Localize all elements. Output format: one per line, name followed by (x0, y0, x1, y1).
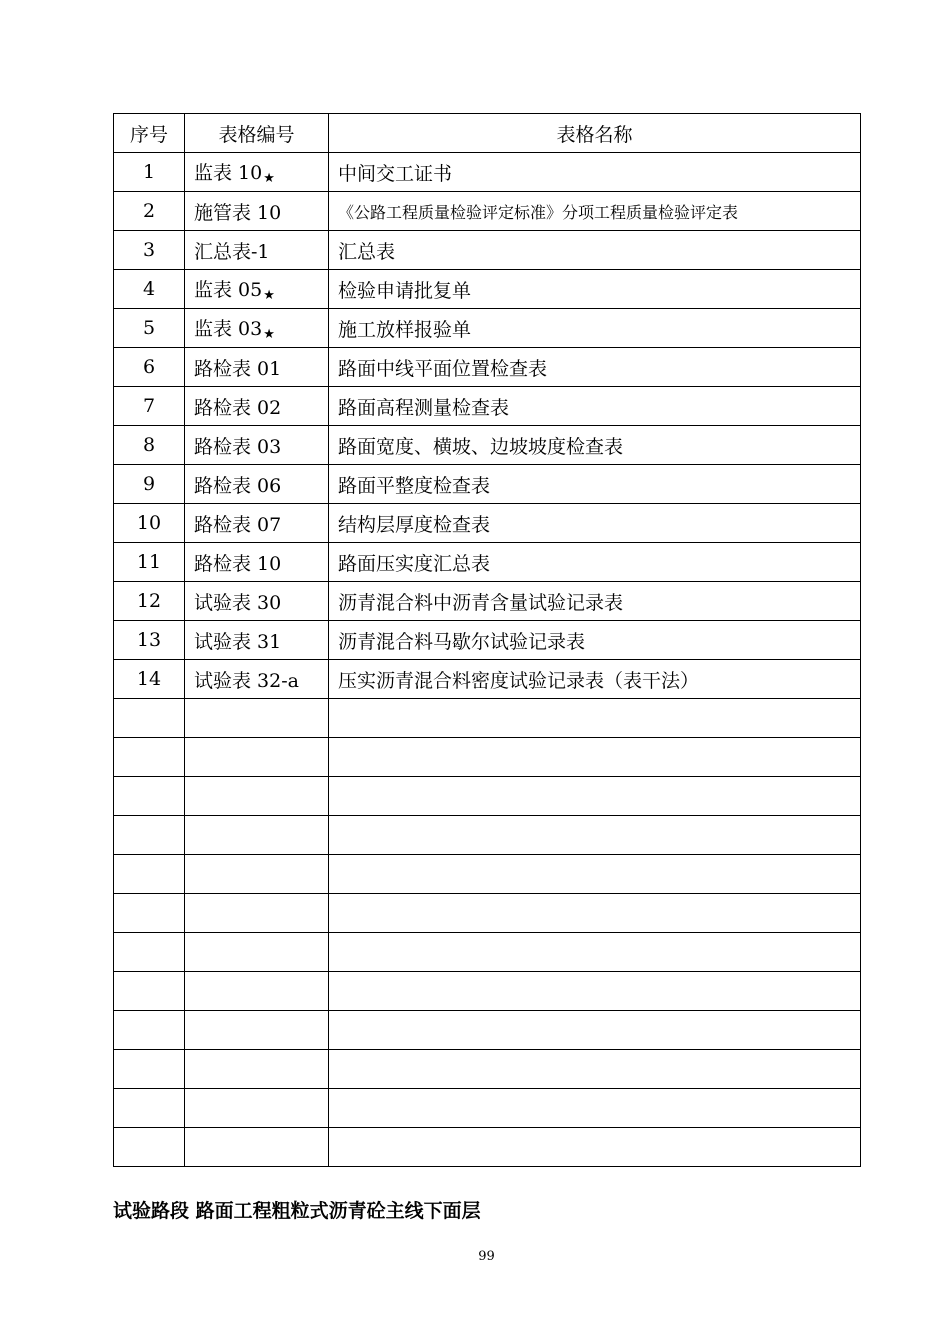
cell-serial-number: 7 (114, 387, 185, 426)
cell-form-name (329, 1128, 861, 1167)
cell-form-code (185, 504, 329, 543)
table-row (114, 621, 861, 660)
cell-form-code (185, 894, 329, 933)
cell-serial-number (114, 777, 185, 816)
table-row (114, 1011, 861, 1050)
cell-form-name (329, 738, 861, 777)
cell-serial-number (114, 894, 185, 933)
cell-form-code (185, 816, 329, 855)
table-row (114, 660, 861, 699)
table-row (114, 231, 861, 270)
cell-form-name: 《公路工程质量检验评定标准》分项工程质量检验评定表 (329, 192, 861, 231)
table-row (114, 582, 861, 621)
table-row (114, 1050, 861, 1089)
cell-serial-number (114, 972, 185, 1011)
cell-serial-number: 11 (114, 543, 185, 582)
cell-form-name: 结构层厚度检查表 (329, 504, 861, 543)
cell-form-name (329, 1011, 861, 1050)
page-number: 99 (478, 1249, 495, 1264)
cell-form-name (329, 855, 861, 894)
cell-serial-number (114, 816, 185, 855)
cell-serial-number (114, 1089, 185, 1128)
table-row (114, 348, 861, 387)
form-code-text: 路检表 10 (194, 552, 282, 575)
cell-form-code (185, 582, 329, 621)
form-code-text: 试验表 30 (194, 591, 282, 614)
table-row (114, 699, 861, 738)
cell-form-name: 检验申请批复单 (329, 270, 861, 309)
table-row (114, 426, 861, 465)
form-code-text: 监表 03 (194, 318, 263, 340)
table-header-row (114, 114, 861, 153)
cell-form-name (329, 894, 861, 933)
cell-form-code (185, 348, 329, 387)
cell-serial-number: 8 (114, 426, 185, 465)
cell-form-code (185, 543, 329, 582)
cell-form-code (185, 699, 329, 738)
form-code-text: 试验表 31 (194, 630, 282, 653)
form-index-table (113, 113, 861, 1167)
cell-form-name: 中间交工证书 (329, 153, 861, 192)
cell-form-code (185, 1050, 329, 1089)
cell-serial-number (114, 699, 185, 738)
table-row (114, 387, 861, 426)
cell-form-code (185, 933, 329, 972)
cell-form-name: 施工放样报验单 (329, 309, 861, 348)
table-row (114, 933, 861, 972)
header-form-name: 表格名称 (329, 114, 861, 153)
cell-form-name: 路面高程测量检查表 (329, 387, 861, 426)
cell-serial-number (114, 933, 185, 972)
form-code-text: 路检表 07 (194, 513, 282, 536)
form-code-text: 路检表 02 (194, 396, 282, 419)
cell-form-code (185, 153, 329, 192)
cell-serial-number: 14 (114, 660, 185, 699)
cell-form-code (185, 621, 329, 660)
cell-serial-number: 13 (114, 621, 185, 660)
cell-serial-number: 9 (114, 465, 185, 504)
cell-form-code (185, 1011, 329, 1050)
cell-form-name: 沥青混合料马歇尔试验记录表 (329, 621, 861, 660)
cell-form-name: 汇总表 (329, 231, 861, 270)
table-row (114, 465, 861, 504)
cell-serial-number: 1 (114, 153, 185, 192)
table-row (114, 504, 861, 543)
cell-form-code (185, 738, 329, 777)
table-row (114, 1128, 861, 1167)
cell-form-code (185, 465, 329, 504)
table-row (114, 270, 861, 309)
cell-serial-number (114, 1011, 185, 1050)
cell-form-name: 路面压实度汇总表 (329, 543, 861, 582)
cell-serial-number: 12 (114, 582, 185, 621)
form-code-text: 路检表 03 (194, 435, 282, 458)
cell-serial-number (114, 855, 185, 894)
star-icon: ★ (263, 171, 275, 186)
cell-form-name: 路面中线平面位置检查表 (329, 348, 861, 387)
form-code-text: 路检表 01 (194, 357, 282, 380)
form-code-text: 施管表 10 (194, 201, 282, 224)
cell-form-code (185, 660, 329, 699)
table-row (114, 543, 861, 582)
cell-form-name (329, 972, 861, 1011)
cell-form-code (185, 1089, 329, 1128)
cell-serial-number: 2 (114, 192, 185, 231)
cell-form-code (185, 231, 329, 270)
table-row (114, 777, 861, 816)
table-row (114, 855, 861, 894)
form-code-text: 监表 05 (194, 279, 263, 301)
cell-form-code (185, 192, 329, 231)
table-row (114, 816, 861, 855)
cell-form-code (185, 387, 329, 426)
cell-form-code (185, 972, 329, 1011)
cell-form-name (329, 699, 861, 738)
form-code-text: 汇总表-1 (194, 240, 270, 263)
cell-serial-number (114, 1050, 185, 1089)
cell-form-code (185, 1128, 329, 1167)
cell-form-name (329, 1089, 861, 1128)
cell-form-name (329, 777, 861, 816)
header-serial-number: 序号 (114, 114, 185, 153)
section-title: 试验路段 路面工程粗粒式沥青砼主线下面层 (113, 1200, 481, 1222)
cell-form-code (185, 426, 329, 465)
header-form-code: 表格编号 (185, 114, 329, 153)
table-row (114, 738, 861, 777)
table-row (114, 153, 861, 192)
form-code-text: 试验表 32-a (194, 669, 299, 692)
cell-serial-number: 4 (114, 270, 185, 309)
cell-form-name: 压实沥青混合料密度试验记录表（表干法） (329, 660, 861, 699)
cell-serial-number (114, 1128, 185, 1167)
cell-serial-number: 6 (114, 348, 185, 387)
table-row (114, 1089, 861, 1128)
cell-serial-number: 3 (114, 231, 185, 270)
star-icon: ★ (263, 288, 275, 303)
star-icon: ★ (263, 327, 275, 342)
table-row (114, 309, 861, 348)
table-row (114, 192, 861, 231)
table-row (114, 972, 861, 1011)
cell-serial-number (114, 738, 185, 777)
cell-form-code (185, 270, 329, 309)
cell-serial-number: 5 (114, 309, 185, 348)
cell-form-name (329, 816, 861, 855)
cell-form-code (185, 855, 329, 894)
cell-form-name: 路面平整度检查表 (329, 465, 861, 504)
form-code-text: 监表 10 (194, 162, 263, 184)
cell-form-name: 路面宽度、横坡、边坡坡度检查表 (329, 426, 861, 465)
form-code-text: 路检表 06 (194, 474, 282, 497)
table-row (114, 894, 861, 933)
cell-form-name: 沥青混合料中沥青含量试验记录表 (329, 582, 861, 621)
cell-serial-number: 10 (114, 504, 185, 543)
cell-form-name (329, 1050, 861, 1089)
cell-form-code (185, 777, 329, 816)
cell-form-code (185, 309, 329, 348)
cell-form-name (329, 933, 861, 972)
